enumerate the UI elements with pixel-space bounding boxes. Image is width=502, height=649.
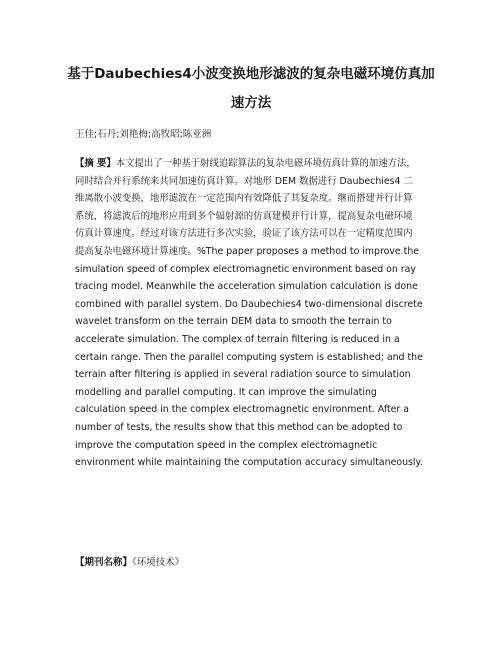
- abstract-line: environment while maintaining the computation accuracy simultaneously.: [75, 457, 423, 469]
- abstract-line: 系统，将滤波后的地形应用到多个辐射源的仿真建模并行计算，提高复杂电磁环境: [75, 210, 413, 222]
- authors: 王佳;石丹;刘艳梅;高牧昭;陈亚洲: [75, 129, 212, 140]
- abstract-line: 维离散小波变换，地形滤波在一定范围内有效降低了其复杂度。继而搭建并行计算: [75, 193, 413, 205]
- title-line-2: 速方法: [230, 95, 272, 111]
- abstract-line: 仿真计算速度。经过对该方法进行多次实验，验证了该方法可以在一定精度范围内: [75, 228, 413, 240]
- abstract-line-0: [75, 155, 435, 173]
- abstract-line: accelerate simulation. The complex of terrain filtering is reduced in a: [75, 333, 400, 345]
- abstract-line: 同时结合并行系统来共同加速仿真计算。对地形 DEM 数据进行 Daubechies4 二: [75, 175, 413, 187]
- abstract-line: combined with parallel system. Do Daubechies4 two-dimensional discrete: [75, 298, 423, 310]
- abstract-text: 本文提出了一种基于射线追踪算法的复杂电磁环境仿真计算的加速方法，: [115, 158, 416, 169]
- abstract-line: terrain after filtering is applied in several radiation source to simulation: [75, 369, 411, 381]
- journal-label: 【期刊名称】: [75, 557, 133, 568]
- title-line-1: 基于Daubechies4小波变换地形滤波的复杂电磁环境仿真加: [67, 66, 435, 82]
- journal-name: [75, 556, 184, 570]
- journal-value: 《环境技术》: [132, 557, 185, 568]
- abstract-line: number of tests, the results show that this method can be adopted to: [75, 421, 403, 433]
- abstract-line: simulation speed of complex electromagnetic environment based on ray: [75, 263, 416, 275]
- abstract-line: wavelet transform on the terrain DEM data to smooth the terrain to: [75, 316, 392, 328]
- abstract-line: improve the computation speed in the complex electromagnetic: [75, 439, 378, 451]
- abstract-label: 【摘 要】: [75, 158, 116, 169]
- abstract: [75, 155, 435, 472]
- abstract-line: certain range. Then the parallel computing system is established; and the: [75, 351, 423, 363]
- abstract-line: tracing model. Meanwhile the acceleration simulation calculation is done: [75, 281, 418, 293]
- abstract-line: calculation speed in the complex electromagnetic environment. After a: [75, 404, 410, 416]
- abstract-line: modelling and parallel computing. It can improve the simulating: [75, 386, 377, 398]
- abstract-line: 提高复杂电磁环境计算速度。%The paper proposes a method to improve the: [75, 245, 420, 257]
